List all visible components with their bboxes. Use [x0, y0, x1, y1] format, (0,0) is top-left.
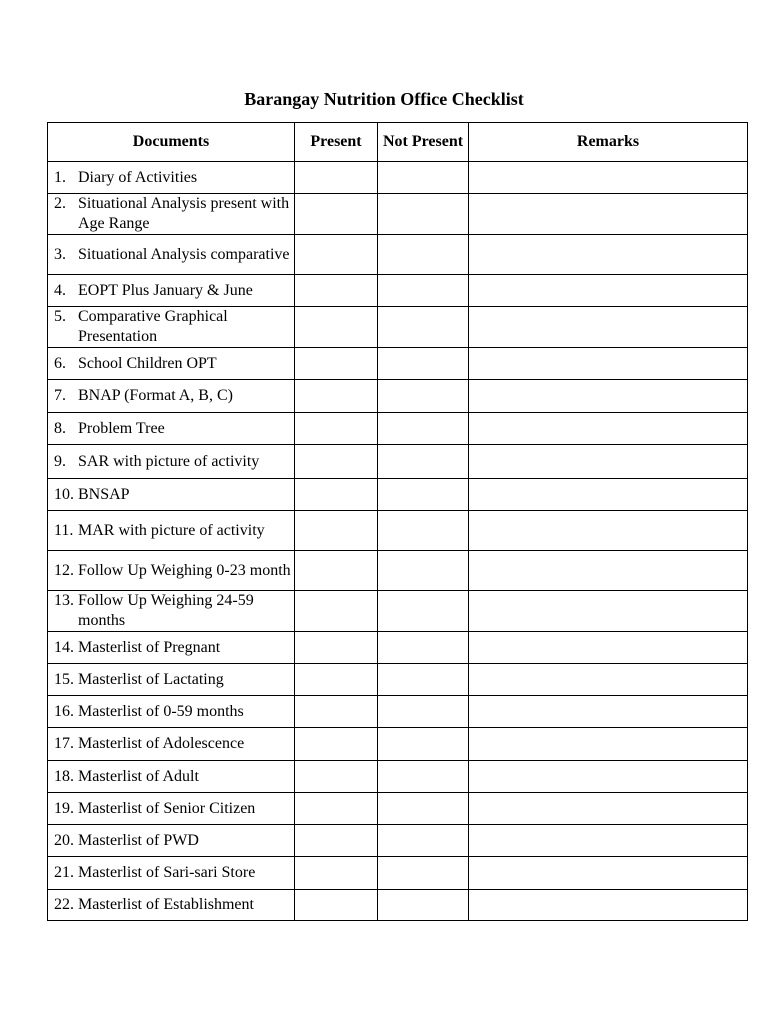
not-present-cell[interactable] — [378, 235, 469, 275]
document-item — [54, 307, 294, 347]
item-number: 12. — [54, 561, 74, 579]
present-cell[interactable] — [295, 825, 378, 857]
remarks-cell[interactable] — [469, 275, 748, 307]
document-cell — [48, 307, 295, 348]
not-present-cell[interactable] — [378, 413, 469, 445]
remarks-cell[interactable] — [469, 696, 748, 728]
document-cell — [48, 445, 295, 479]
item-number: 16. — [54, 702, 74, 720]
item-text: Masterlist of Establishment — [78, 896, 254, 913]
present-cell[interactable] — [295, 551, 378, 591]
item-text: Masterlist of PWD — [78, 831, 199, 849]
not-present-cell[interactable] — [378, 275, 469, 307]
not-present-cell[interactable] — [378, 664, 469, 696]
item-number: 9. — [54, 452, 66, 470]
not-present-cell[interactable] — [378, 857, 469, 890]
header-present: Present — [295, 123, 378, 162]
document-item — [54, 670, 294, 690]
not-present-cell[interactable] — [378, 307, 469, 348]
document-item — [54, 281, 294, 301]
item-text: Situational Analysis comparative — [78, 245, 290, 263]
checklist-body — [48, 162, 748, 921]
table-row — [48, 413, 748, 445]
item-text: Masterlist of Adult — [78, 767, 199, 785]
item-number: 11. — [54, 521, 74, 539]
table-row — [48, 194, 748, 235]
item-text: Follow Up Weighing 24-59 months — [78, 592, 254, 629]
item-text: Masterlist of Sari-sari Store — [78, 864, 256, 881]
item-text: BNAP (Format A, B, C) — [78, 387, 233, 404]
document-item — [54, 831, 294, 851]
table-row — [48, 551, 748, 591]
remarks-cell[interactable] — [469, 825, 748, 857]
item-number: 17. — [54, 735, 74, 752]
document-cell — [48, 275, 295, 307]
item-text: BNSAP — [78, 485, 130, 503]
checklist-table — [47, 122, 748, 921]
not-present-cell[interactable] — [378, 825, 469, 857]
document-item — [54, 863, 294, 883]
document-item — [54, 734, 294, 754]
item-number: 7. — [54, 387, 66, 404]
document-cell — [48, 728, 295, 761]
document-item — [54, 452, 294, 472]
not-present-cell[interactable] — [378, 696, 469, 728]
present-cell[interactable] — [295, 793, 378, 825]
item-number: 8. — [54, 419, 66, 437]
remarks-cell[interactable] — [469, 551, 748, 591]
item-number: 10. — [54, 485, 74, 503]
item-number: 21. — [54, 864, 74, 881]
present-cell[interactable] — [295, 761, 378, 793]
document-item — [54, 895, 294, 915]
remarks-cell[interactable] — [469, 857, 748, 890]
header-documents: Documents — [48, 123, 295, 162]
table-row — [48, 445, 748, 479]
present-cell[interactable] — [295, 511, 378, 551]
document-cell — [48, 479, 295, 511]
item-text: Masterlist of 0-59 months — [78, 702, 244, 720]
not-present-cell[interactable] — [378, 591, 469, 632]
page-title: Barangay Nutrition Office Checklist — [244, 89, 524, 109]
document-cell — [48, 591, 295, 632]
remarks-cell[interactable] — [469, 162, 748, 194]
document-cell — [48, 696, 295, 728]
item-text: Masterlist of Lactating — [78, 670, 224, 688]
remarks-cell[interactable] — [469, 664, 748, 696]
present-cell[interactable] — [295, 194, 378, 235]
table-row — [48, 307, 748, 348]
remarks-cell[interactable] — [469, 728, 748, 761]
not-present-cell[interactable] — [378, 162, 469, 194]
not-present-cell[interactable] — [378, 194, 469, 235]
item-text: EOPT Plus January & June — [78, 281, 253, 299]
document-item — [54, 799, 294, 819]
item-number: 15. — [54, 670, 74, 688]
document-item — [54, 419, 294, 439]
present-cell[interactable] — [295, 235, 378, 275]
present-cell[interactable] — [295, 162, 378, 194]
document-cell — [48, 348, 295, 380]
not-present-cell[interactable] — [378, 551, 469, 591]
table-row — [48, 235, 748, 275]
not-present-cell[interactable] — [378, 445, 469, 479]
present-cell[interactable] — [295, 857, 378, 890]
document-item — [54, 485, 294, 505]
item-number: 20. — [54, 831, 74, 849]
item-text: Masterlist of Senior Citizen — [78, 799, 256, 817]
table-row — [48, 511, 748, 551]
document-item — [54, 638, 294, 658]
table-row — [48, 761, 748, 793]
remarks-cell[interactable] — [469, 413, 748, 445]
not-present-cell[interactable] — [378, 511, 469, 551]
table-row — [48, 162, 748, 194]
table-row — [48, 479, 748, 511]
item-number: 2. — [54, 195, 66, 212]
present-cell[interactable] — [295, 348, 378, 380]
present-cell[interactable] — [295, 728, 378, 761]
present-cell[interactable] — [295, 664, 378, 696]
remarks-cell[interactable] — [469, 890, 748, 921]
present-cell[interactable] — [295, 275, 378, 307]
table-row — [48, 890, 748, 921]
header-not-present: Not Present — [378, 123, 469, 162]
present-cell[interactable] — [295, 632, 378, 664]
document-cell — [48, 761, 295, 793]
remarks-cell[interactable] — [469, 445, 748, 479]
document-cell — [48, 664, 295, 696]
not-present-cell[interactable] — [378, 728, 469, 761]
not-present-cell[interactable] — [378, 348, 469, 380]
document-item — [54, 168, 294, 188]
item-text: MAR with picture of activity — [78, 521, 265, 539]
table-header-row — [48, 123, 748, 162]
item-number: 22. — [54, 896, 74, 913]
item-text: Diary of Activities — [78, 168, 198, 186]
remarks-cell[interactable] — [469, 380, 748, 413]
remarks-cell[interactable] — [469, 793, 748, 825]
not-present-cell[interactable] — [378, 380, 469, 413]
table-row — [48, 728, 748, 761]
table-row — [48, 275, 748, 307]
present-cell[interactable] — [295, 696, 378, 728]
document-item — [54, 561, 294, 581]
table-row — [48, 591, 748, 632]
item-text: SAR with picture of activity — [78, 452, 260, 470]
remarks-cell[interactable] — [469, 632, 748, 664]
item-number: 6. — [54, 354, 66, 372]
remarks-cell[interactable] — [469, 348, 748, 380]
document-cell — [48, 793, 295, 825]
not-present-cell[interactable] — [378, 761, 469, 793]
item-text: Comparative Graphical Presentation — [78, 308, 228, 345]
not-present-cell[interactable] — [378, 632, 469, 664]
remarks-cell[interactable] — [469, 235, 748, 275]
not-present-cell[interactable] — [378, 890, 469, 921]
table-row — [48, 696, 748, 728]
present-cell[interactable] — [295, 307, 378, 348]
document-item — [54, 386, 294, 406]
item-number: 14. — [54, 638, 74, 656]
item-number: 1. — [54, 168, 66, 186]
item-number: 3. — [54, 245, 66, 263]
document-cell — [48, 551, 295, 591]
table-row — [48, 793, 748, 825]
item-text: Masterlist of Adolescence — [78, 735, 245, 752]
document-cell — [48, 162, 295, 194]
item-number: 19. — [54, 799, 74, 817]
item-number: 13. — [54, 592, 74, 609]
remarks-cell[interactable] — [469, 479, 748, 511]
item-text: Follow Up Weighing 0-23 month — [78, 561, 291, 579]
document-cell — [48, 857, 295, 890]
present-cell[interactable] — [295, 380, 378, 413]
not-present-cell[interactable] — [378, 793, 469, 825]
item-text: School Children OPT — [78, 354, 217, 372]
table-row — [48, 857, 748, 890]
document-item — [54, 194, 294, 234]
remarks-cell[interactable] — [469, 511, 748, 551]
document-item — [54, 591, 294, 631]
document-cell — [48, 511, 295, 551]
remarks-cell[interactable] — [469, 307, 748, 348]
document-item — [54, 767, 294, 787]
header-remarks: Remarks — [469, 123, 748, 162]
document-item — [54, 245, 294, 265]
table-row — [48, 380, 748, 413]
document-cell — [48, 890, 295, 921]
present-cell[interactable] — [295, 591, 378, 632]
table-row — [48, 632, 748, 664]
remarks-cell[interactable] — [469, 761, 748, 793]
item-number: 5. — [54, 308, 66, 325]
table-row — [48, 825, 748, 857]
document-cell — [48, 380, 295, 413]
item-text: Masterlist of Pregnant — [78, 638, 221, 656]
table-row — [48, 348, 748, 380]
document-item — [54, 521, 294, 541]
present-cell[interactable] — [295, 413, 378, 445]
remarks-cell[interactable] — [469, 194, 748, 235]
document-cell — [48, 632, 295, 664]
present-cell[interactable] — [295, 445, 378, 479]
item-text: Situational Analysis present with Age Range — [78, 195, 290, 232]
present-cell[interactable] — [295, 890, 378, 921]
table-row — [48, 664, 748, 696]
item-number: 18. — [54, 767, 74, 785]
document-cell — [48, 825, 295, 857]
present-cell[interactable] — [295, 479, 378, 511]
document-cell — [48, 235, 295, 275]
document-cell — [48, 413, 295, 445]
item-text: Problem Tree — [78, 419, 165, 437]
document-item — [54, 354, 294, 374]
item-number: 4. — [54, 281, 66, 299]
document-cell — [48, 194, 295, 235]
remarks-cell[interactable] — [469, 591, 748, 632]
document-item — [54, 702, 294, 722]
not-present-cell[interactable] — [378, 479, 469, 511]
